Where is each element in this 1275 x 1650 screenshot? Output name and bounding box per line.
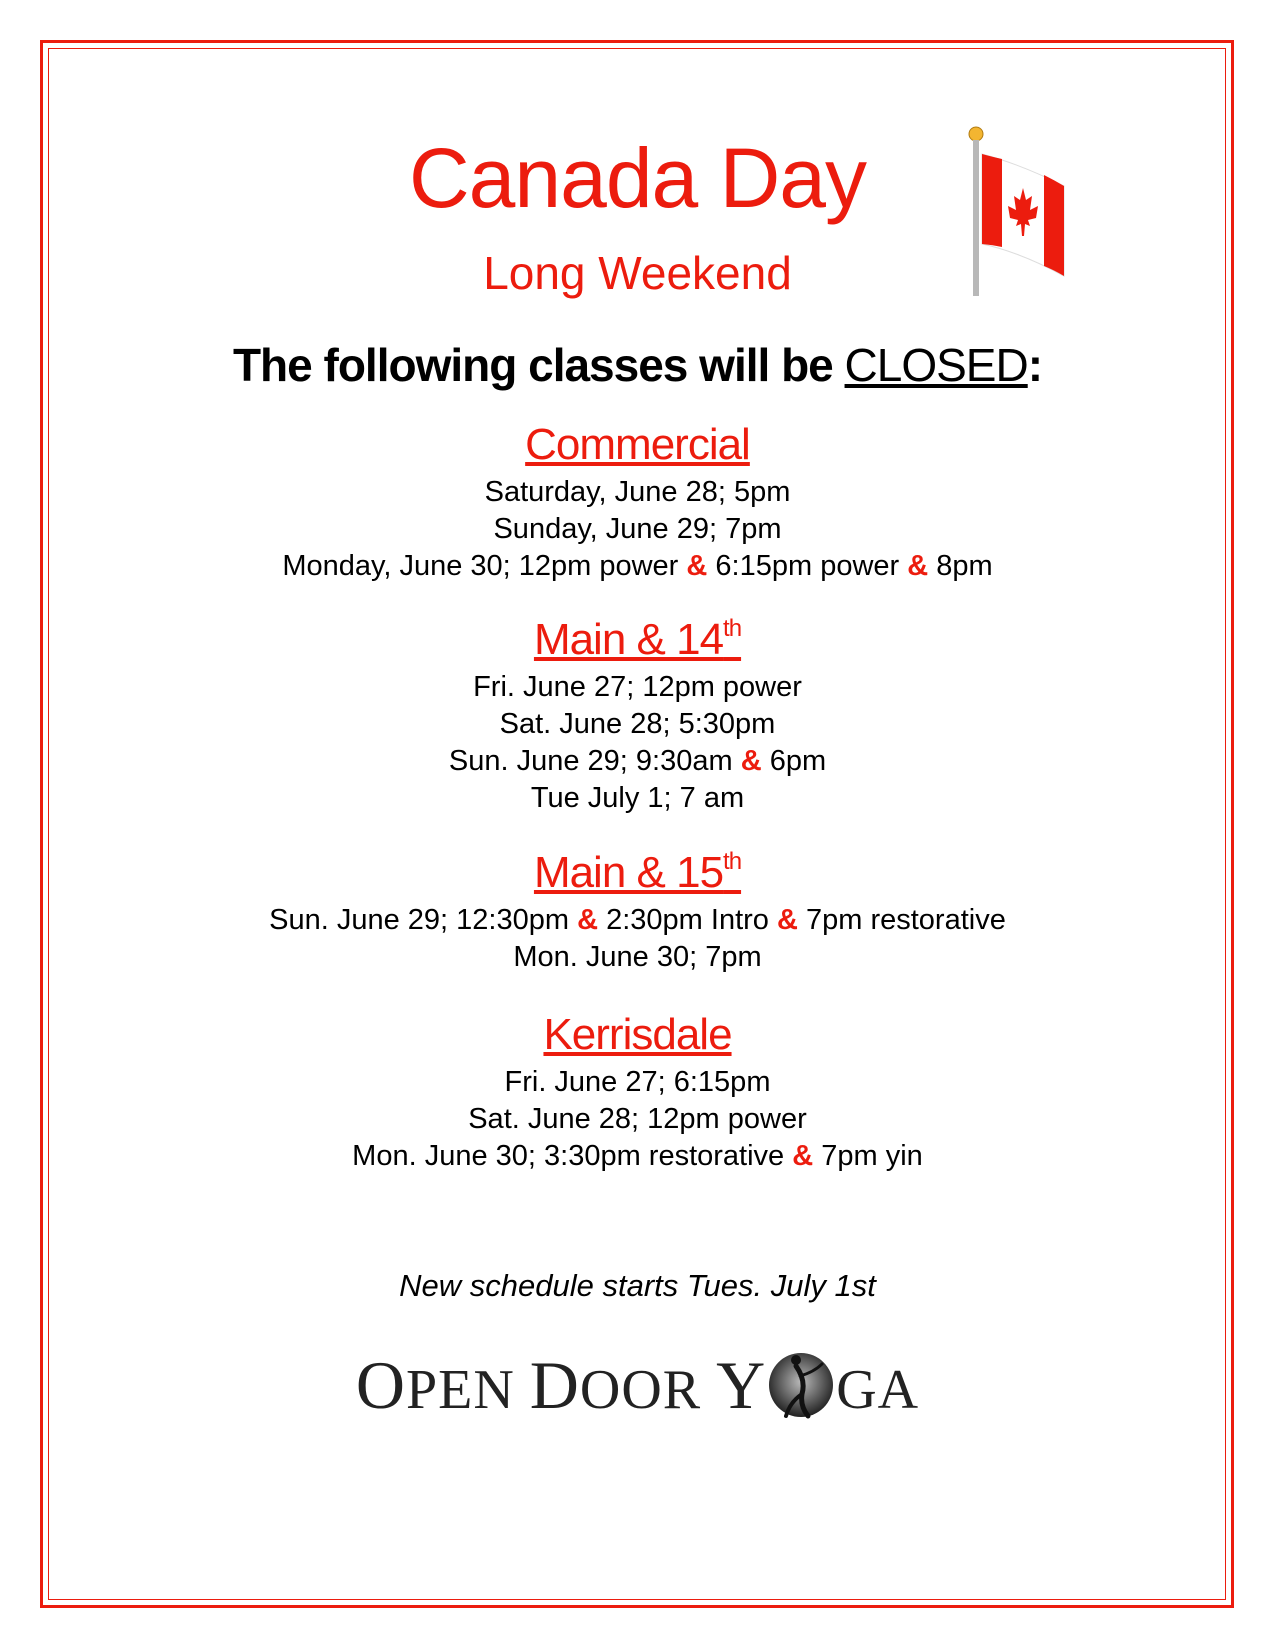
canada-flag-icon [960,126,1070,298]
location-superscript: th [723,848,742,875]
schedule-text: Sun. June 29; 12:30pm [269,904,578,936]
schedule-text: 7pm yin [813,1140,923,1172]
location-heading-commercial: Commercial [525,420,750,469]
schedule-text: 8pm [928,550,993,582]
ampersand: & [740,745,762,777]
schedule-line: Saturday, June 28; 5pm [484,476,791,508]
ampersand: & [776,904,798,936]
section-main-15th [0,848,1275,976]
schedule-line [0,548,1275,585]
schedule-text: 6:15pm power [707,550,908,582]
logo-text: GA [836,1359,920,1421]
logo-text: OOR [579,1359,717,1421]
schedule-line: Mon. June 30; 7pm [513,941,762,973]
section-kerrisdale [0,1010,1275,1175]
schedule-line [0,1138,1275,1175]
schedule-line: Sat. June 28; 5:30pm [499,708,776,740]
location-name: Main & 14 [533,615,724,664]
closed-heading-prefix: The following classes will be [232,339,845,391]
schedule-line: Tue July 1; 7 am [530,782,745,814]
closed-heading-suffix: : [1027,339,1043,391]
section-commercial [0,420,1275,585]
schedule-text: 6pm [761,745,827,777]
schedule-line: Fri. June 27; 12pm power [473,671,802,703]
schedule-line [0,902,1275,939]
poster-title: Canada Day [409,131,866,225]
open-door-yoga-logo [0,1346,1275,1425]
schedule-text: Monday, June 30; 12pm power [282,550,687,582]
logo-text: PEN [405,1359,530,1421]
logo-letter: D [529,1347,580,1423]
schedule-line [0,743,1275,780]
schedule-text: 2:30pm Intro [598,904,777,936]
ampersand: & [907,550,929,582]
location-name: Main & 15 [533,848,724,897]
location-heading-kerrisdale: Kerrisdale [543,1010,732,1059]
location-heading-main-15th [0,848,1275,898]
schedule-line: Sunday, June 29; 7pm [493,513,782,545]
ampersand: & [686,550,708,582]
yoga-figure-icon [766,1350,836,1420]
poster-subtitle: Long Weekend [483,247,792,299]
schedule-text: Sun. June 29; 9:30am [448,745,741,777]
section-main-14th [0,615,1275,817]
logo-letter: Y [716,1347,767,1423]
schedule-line: Sat. June 28; 12pm power [468,1103,807,1135]
location-heading-main-14th [0,615,1275,665]
new-schedule-note: New schedule starts Tues. July 1st [399,1268,876,1303]
closed-word: CLOSED [844,339,1028,391]
schedule-text: Mon. June 30; 3:30pm restorative [352,1140,793,1172]
ampersand: & [792,1140,814,1172]
schedule-text: 7pm restorative [797,904,1006,936]
logo-letter: O [355,1347,406,1423]
closed-heading [0,338,1275,392]
ampersand: & [577,904,599,936]
location-superscript: th [723,615,742,642]
schedule-line: Fri. June 27; 6:15pm [504,1066,771,1098]
